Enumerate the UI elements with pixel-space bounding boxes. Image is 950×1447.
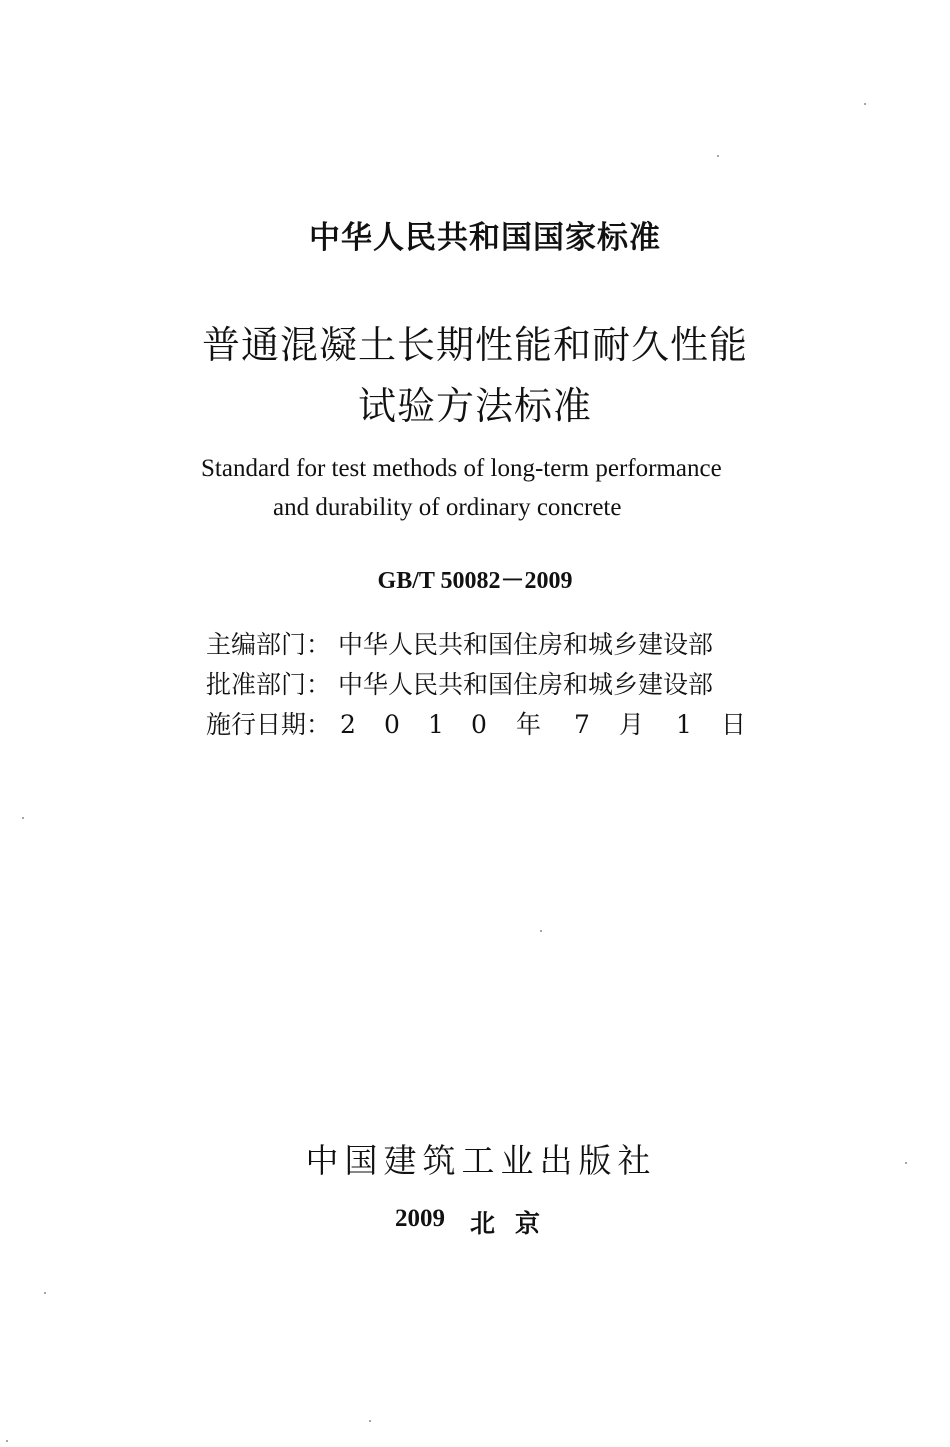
effective-date-year-char: 年 xyxy=(516,710,542,739)
scan-speck xyxy=(44,1292,46,1294)
editor-department-row xyxy=(206,628,713,662)
scan-speck xyxy=(717,155,719,157)
scan-speck xyxy=(22,817,24,819)
effective-date-year-digit-3: 1 xyxy=(428,710,444,739)
scan-speck xyxy=(6,1440,8,1442)
editor-department-label: 主编部门： xyxy=(206,630,332,659)
chinese-title-line-2: 试验方法标准 xyxy=(357,384,592,428)
effective-date-month: 7 xyxy=(574,710,590,739)
effective-date-day-char: 日 xyxy=(721,710,747,739)
effective-date-label: 施行日期： xyxy=(206,710,332,739)
scan-speck xyxy=(905,1162,907,1164)
effective-date-month-char: 月 xyxy=(619,710,645,739)
publisher-name: 中国建筑工业出版社 xyxy=(305,1141,657,1180)
chinese-title-line-1: 普通混凝土长期性能和耐久性能 xyxy=(201,323,748,367)
effective-date-day: 1 xyxy=(676,710,692,739)
effective-date-year-digit-2: 0 xyxy=(384,710,400,739)
scan-speck xyxy=(540,930,542,932)
publication-city: 北京 xyxy=(470,1209,561,1238)
editor-department-value: 中华人民共和国住房和城乡建设部 xyxy=(338,630,714,659)
approver-department-row xyxy=(206,668,713,702)
effective-date-year-digit-4: 0 xyxy=(471,710,487,739)
standard-series-heading: 中华人民共和国国家标准 xyxy=(309,220,661,256)
english-title-line-2: and durability of ordinary concrete xyxy=(273,494,622,521)
english-title-line-1: Standard for test methods of long-term performance xyxy=(201,455,722,482)
standard-code: GB/T 50082－2009 xyxy=(377,568,573,594)
approver-department-value: 中华人民共和国住房和城乡建设部 xyxy=(338,670,714,699)
scan-speck xyxy=(864,103,866,105)
approver-department-label: 批准部门： xyxy=(206,670,332,699)
publication-year: 2009 xyxy=(395,1205,445,1232)
effective-date-year-digit-1: 2 xyxy=(340,710,356,739)
effective-date-row xyxy=(206,708,747,742)
scan-speck xyxy=(369,1420,371,1422)
